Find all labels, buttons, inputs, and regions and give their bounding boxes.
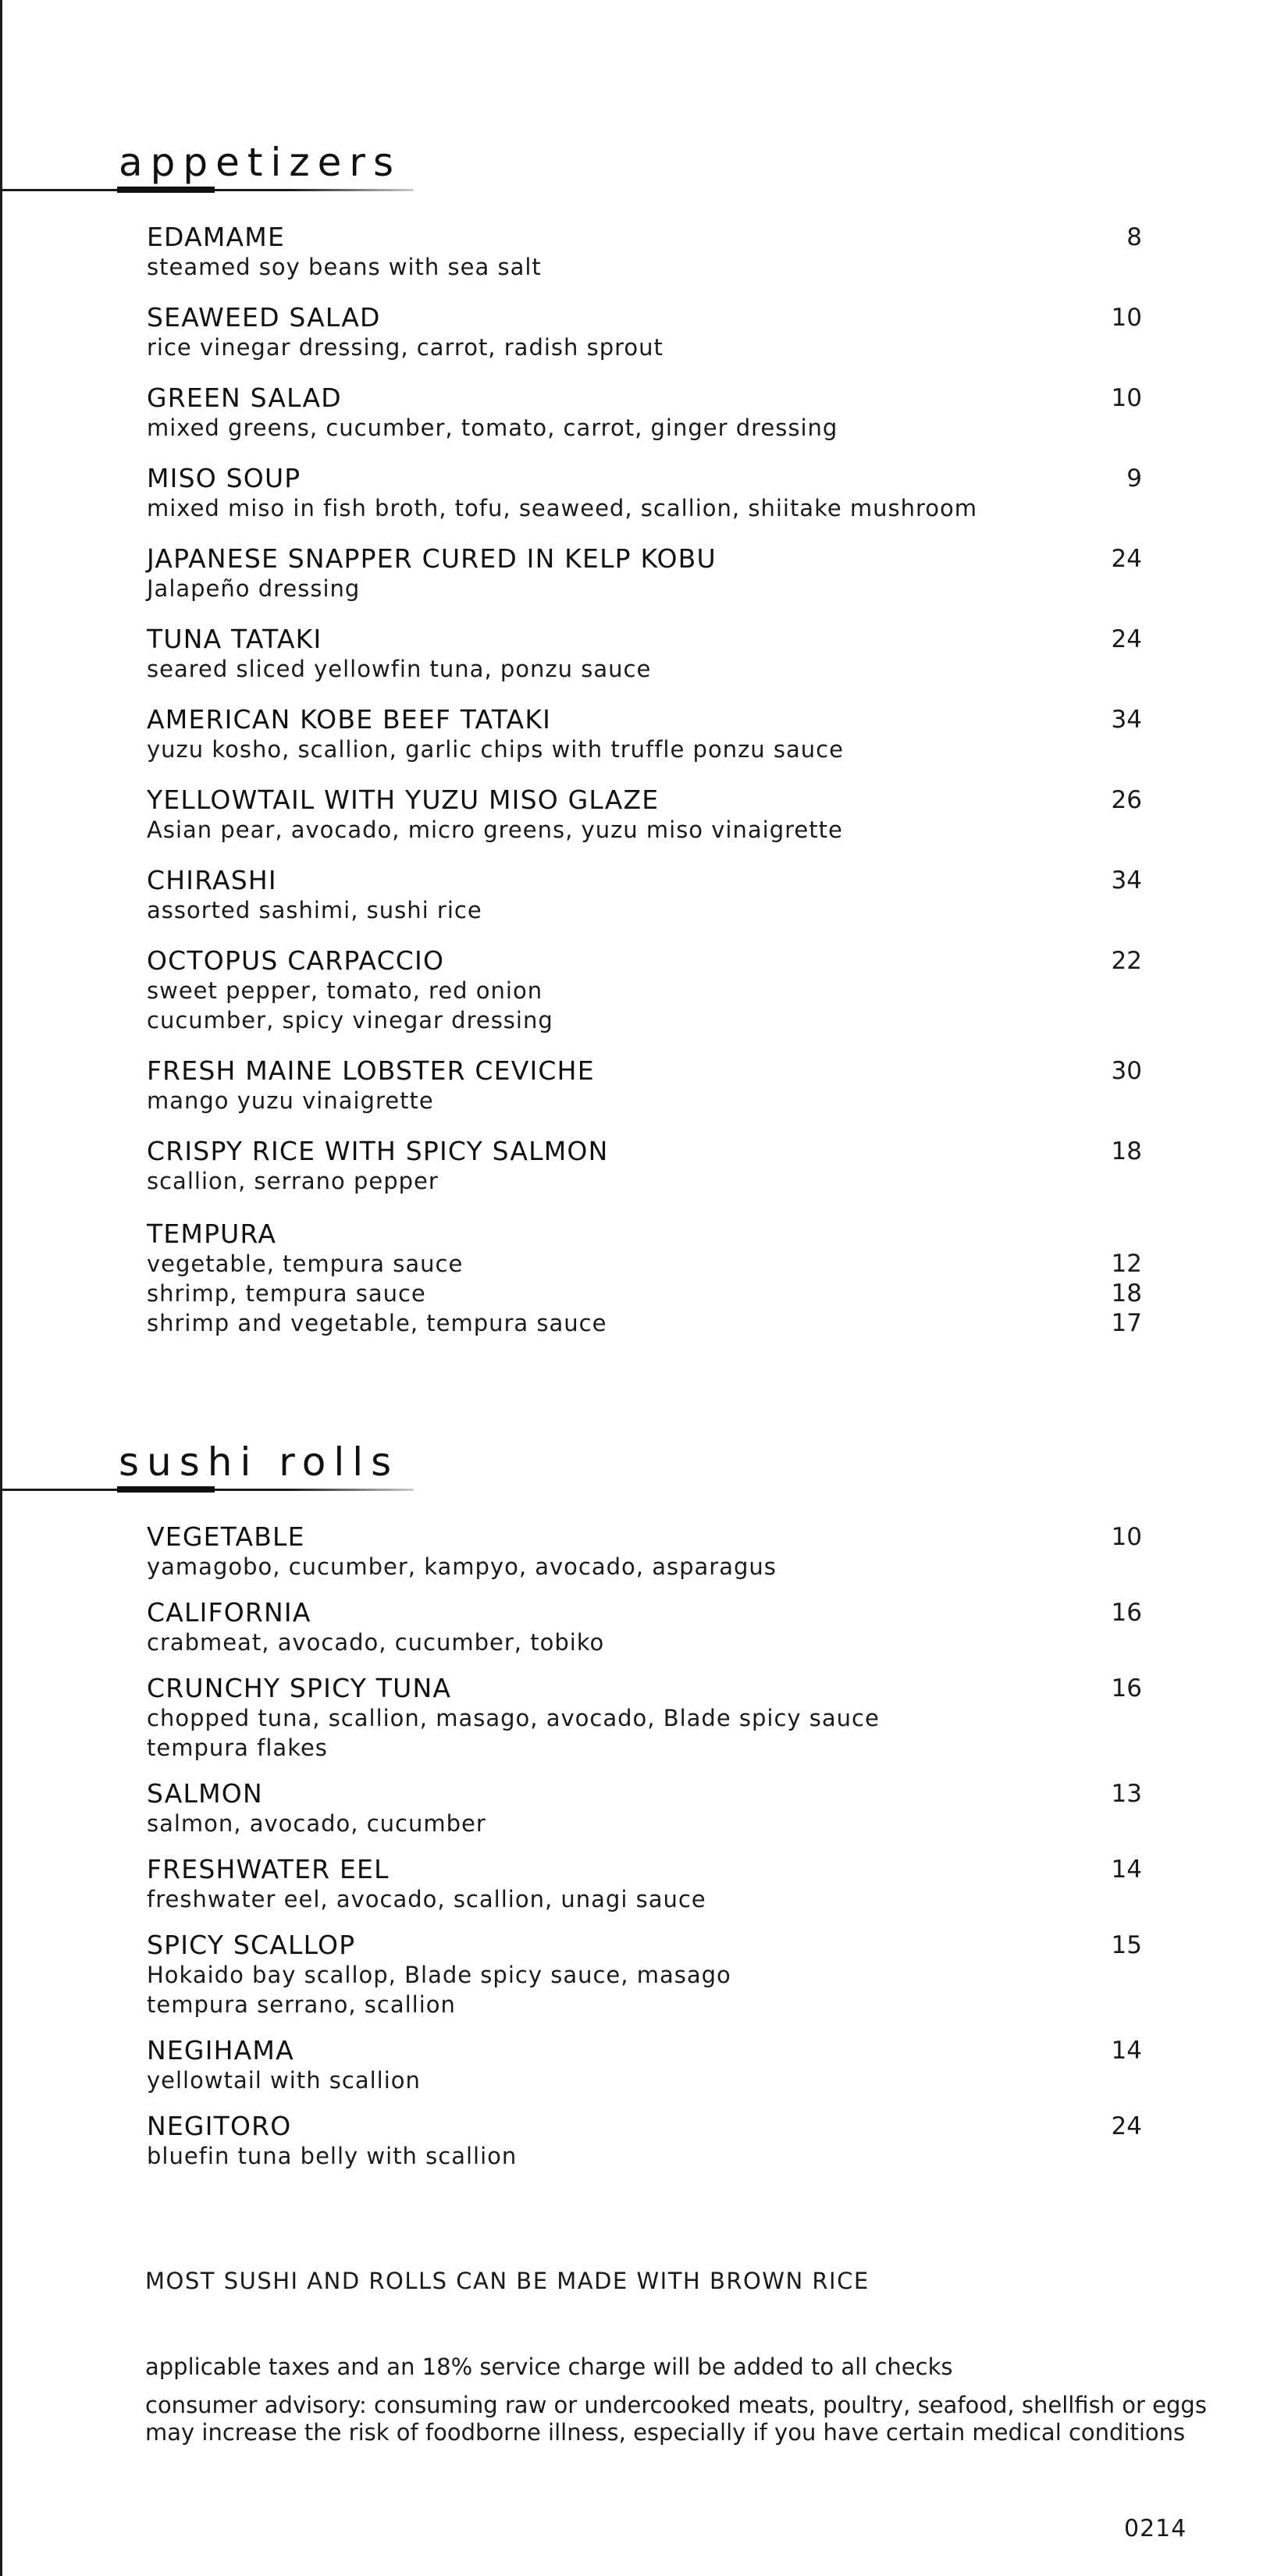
menu-item-name: TEMPURA bbox=[147, 1219, 277, 1249]
menu-item bbox=[147, 464, 1142, 523]
menu-item-name: CRUNCHY SPICY TUNA bbox=[147, 1673, 452, 1703]
menu-item-name: OCTOPUS CARPACCIO bbox=[147, 945, 445, 976]
menu-item-name: SPICY SCALLOP bbox=[147, 1930, 356, 1960]
menu-item-name: SALMON bbox=[147, 1778, 263, 1809]
menu-item-price: 9 bbox=[1126, 464, 1142, 493]
menu-item-description: Hokaido bay scallop, Blade spicy sauce, masago bbox=[147, 1962, 731, 1988]
menu-item-description: crabmeat, avocado, cucumber, tobiko bbox=[147, 1629, 605, 1656]
menu-item-description: salmon, avocado, cucumber bbox=[147, 1810, 486, 1837]
tempura-option bbox=[147, 1279, 1142, 1308]
tempura-option-price: 18 bbox=[1111, 1279, 1142, 1308]
menu-item-price: 14 bbox=[1111, 2037, 1142, 2065]
menu-item-description: rice vinegar dressing, carrot, radish sprout bbox=[147, 334, 664, 361]
menu-item-name: FRESHWATER EEL bbox=[147, 1854, 390, 1884]
menu-item-name: AMERICAN KOBE BEEF TATAKI bbox=[147, 704, 552, 735]
menu-item-name: MISO SOUP bbox=[147, 463, 301, 493]
tempura-option-description: vegetable, tempura sauce bbox=[147, 1251, 464, 1277]
menu-item-price: 16 bbox=[1111, 1599, 1142, 1627]
menu-item-name: CHIRASHI bbox=[147, 865, 277, 895]
menu-item bbox=[147, 705, 1142, 764]
menu-item-name: YELLOWTAIL WITH YUZU MISO GLAZE bbox=[147, 785, 660, 815]
menu-item-name: GREEN SALAD bbox=[147, 382, 342, 413]
service-charge-note: applicable taxes and an 18% service charge will be added to all checks bbox=[145, 2354, 953, 2380]
menu-item-description: assorted sashimi, sushi rice bbox=[147, 897, 482, 923]
menu-item bbox=[147, 624, 1142, 684]
menu-item-description: tempura flakes bbox=[147, 1735, 328, 1761]
menu-item-price: 24 bbox=[1111, 2112, 1142, 2140]
menu-item-price: 16 bbox=[1111, 1674, 1142, 1703]
menu-item-description: cucumber, spicy vinegar dressing bbox=[147, 1007, 553, 1034]
menu-item bbox=[147, 2112, 1142, 2171]
menu-item-price: 22 bbox=[1111, 947, 1142, 975]
sushi-rolls-heading-accent bbox=[117, 1486, 215, 1493]
menu-item-description: Jalapeño dressing bbox=[147, 575, 361, 602]
tempura-option-description: shrimp, tempura sauce bbox=[147, 1280, 426, 1307]
menu-item bbox=[147, 1598, 1142, 1657]
menu-item-price: 10 bbox=[1111, 384, 1142, 412]
menu-item bbox=[147, 1674, 1142, 1763]
menu-item-description: tempura serrano, scallion bbox=[147, 1991, 456, 2018]
menu-item-description: scallion, serrano pepper bbox=[147, 1168, 439, 1194]
menu-item bbox=[147, 866, 1142, 925]
menu-item-name: CALIFORNIA bbox=[147, 1597, 311, 1628]
menu-item bbox=[147, 1522, 1142, 1582]
menu-item bbox=[147, 1779, 1142, 1838]
menu-item-name: NEGITORO bbox=[147, 2111, 292, 2141]
menu-item-name: JAPANESE SNAPPER CURED IN KELP KOBU bbox=[147, 543, 717, 574]
menu-item-name: CRISPY RICE WITH SPICY SALMON bbox=[147, 1136, 609, 1166]
menu-item-description: yamagobo, cucumber, kampyo, avocado, asparagus bbox=[147, 1553, 777, 1580]
menu-item-description: chopped tuna, scallion, masago, avocado, Blade spicy sauce bbox=[147, 1705, 880, 1731]
left-border bbox=[0, 0, 2, 2576]
menu-item bbox=[147, 2036, 1142, 2095]
menu-item-price: 34 bbox=[1111, 706, 1142, 734]
menu-item-description: Asian pear, avocado, micro greens, yuzu miso vinaigrette bbox=[147, 817, 843, 843]
tempura-option-description: shrimp and vegetable, tempura sauce bbox=[147, 1310, 607, 1336]
menu-item-price: 10 bbox=[1111, 304, 1142, 332]
menu-item-name: VEGETABLE bbox=[147, 1521, 305, 1552]
brown-rice-note: MOST SUSHI AND ROLLS CAN BE MADE WITH BROWN RICE bbox=[145, 2268, 870, 2294]
menu-item-price: 30 bbox=[1111, 1057, 1142, 1085]
menu-item bbox=[147, 1855, 1142, 1914]
menu-item-description: mixed greens, cucumber, tomato, carrot, ginger dressing bbox=[147, 415, 838, 441]
menu-item-name: EDAMAME bbox=[147, 222, 286, 252]
menu-item bbox=[147, 946, 1142, 1035]
tempura-option bbox=[147, 1249, 1142, 1279]
menu-item-name: TUNA TATAKI bbox=[147, 624, 322, 654]
tempura-option-price: 17 bbox=[1111, 1309, 1142, 1337]
menu-item-description: mixed miso in fish broth, tofu, seaweed, scallion, shiitake mushroom bbox=[147, 495, 978, 521]
menu-item bbox=[147, 303, 1142, 362]
menu-item-price: 24 bbox=[1111, 545, 1142, 573]
menu-item-description: steamed soy beans with sea salt bbox=[147, 254, 542, 280]
menu-item-description: mango yuzu vinaigrette bbox=[147, 1087, 434, 1114]
menu-item bbox=[147, 222, 1142, 282]
menu-item-description: yuzu kosho, scallion, garlic chips with truffle ponzu sauce bbox=[147, 736, 844, 763]
menu-item-name: SEAWEED SALAD bbox=[147, 302, 381, 333]
tempura-option bbox=[147, 1308, 1142, 1338]
menu-item-price: 34 bbox=[1111, 866, 1142, 895]
menu-item-price: 24 bbox=[1111, 625, 1142, 653]
appetizers-heading-accent bbox=[117, 187, 215, 193]
menu-item-price: 8 bbox=[1126, 223, 1142, 251]
menu-item-description: sweet pepper, tomato, red onion bbox=[147, 977, 543, 1004]
menu-item-tempura bbox=[147, 1219, 1142, 1338]
menu-item-price: 18 bbox=[1111, 1137, 1142, 1165]
menu-item-description: yellowtail with scallion bbox=[147, 2067, 421, 2094]
menu-item bbox=[147, 544, 1142, 603]
menu-item-price: 13 bbox=[1111, 1780, 1142, 1808]
page-code: 0214 bbox=[1124, 2515, 1187, 2542]
menu-item-description: freshwater eel, avocado, scallion, unagi sauce bbox=[147, 1886, 706, 1912]
menu-item bbox=[147, 383, 1142, 443]
appetizers-heading: appetizers bbox=[119, 140, 401, 185]
menu-item bbox=[147, 1930, 1142, 2019]
menu-item-name: NEGIHAMA bbox=[147, 2035, 294, 2065]
menu-item-price: 10 bbox=[1111, 1523, 1142, 1551]
menu-item bbox=[147, 1056, 1142, 1115]
menu-item bbox=[147, 785, 1142, 845]
menu-item-description: bluefin tuna belly with scallion bbox=[147, 2143, 518, 2169]
menu-item-description: seared sliced yellowfin tuna, ponzu sauce bbox=[147, 656, 652, 682]
consumer-advisory-line-2: may increase the risk of foodborne illness, especially if you have certain medical conditions bbox=[145, 2419, 1186, 2446]
menu-item bbox=[147, 1137, 1142, 1196]
sushi-rolls-heading: sushi rolls bbox=[119, 1439, 400, 1485]
menu-item-price: 26 bbox=[1111, 786, 1142, 814]
menu-item-name: FRESH MAINE LOBSTER CEVICHE bbox=[147, 1055, 595, 1086]
tempura-options bbox=[147, 1249, 1142, 1338]
menu-item-price: 14 bbox=[1111, 1856, 1142, 1884]
consumer-advisory-line-1: consumer advisory: consuming raw or undercooked meats, poultry, seafood, shellfish or eggs bbox=[145, 2392, 1207, 2418]
tempura-option-price: 12 bbox=[1111, 1250, 1142, 1278]
menu-item-price: 15 bbox=[1111, 1931, 1142, 1959]
